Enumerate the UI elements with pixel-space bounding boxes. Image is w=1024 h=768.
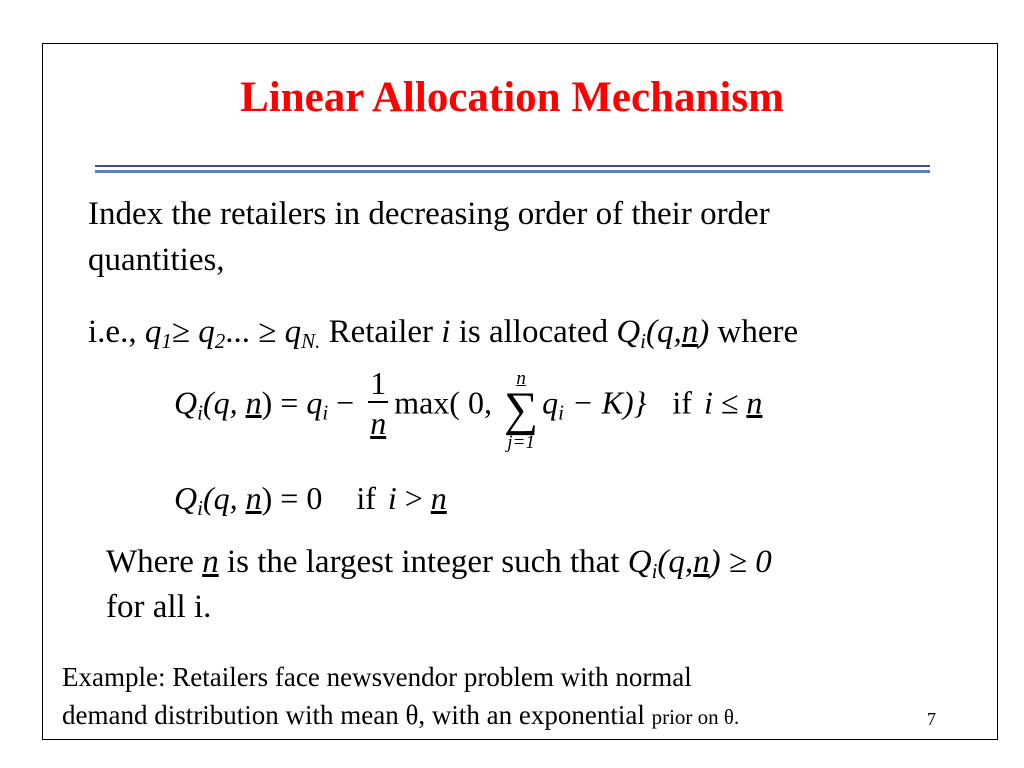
sum-lower-limit: j=1 [507, 432, 535, 453]
where-end: ) ≥ 0 [709, 544, 772, 580]
eq1-q-sub: i [322, 400, 329, 425]
eq1-cond-le: ≤ [712, 384, 747, 421]
eq2-args-b: ) = 0 [261, 480, 323, 516]
where-n: n [202, 544, 219, 580]
eq2-cond-n: n [430, 480, 447, 516]
q1-symbol: q [144, 314, 162, 350]
i-symbol: i [441, 314, 451, 350]
example-line-2-main: demand distribution with mean θ, with an exponential [62, 700, 645, 730]
eq2-Q-sub: i [197, 496, 203, 520]
fraction-denominator: n [370, 405, 387, 441]
sum-upper-limit: n [516, 368, 526, 389]
qN-subscript: N. [301, 329, 321, 353]
eq2-if: if [356, 480, 376, 516]
eq2-Q: Q [174, 480, 198, 516]
retailer-text: Retailer [320, 314, 442, 350]
q1-subscript: 1 [161, 329, 172, 353]
text-line-where [106, 542, 772, 591]
text-line-ordering [88, 312, 798, 361]
eq1-cond-n: n [746, 384, 763, 421]
eq1-if: if [672, 384, 692, 421]
eq1-minus: − [328, 384, 363, 421]
eq1-max: max( 0, [394, 384, 500, 421]
eq2-cond-i: i [387, 480, 397, 516]
Q-subscript: i [640, 329, 647, 353]
allocated-text: is allocated [450, 314, 617, 350]
sum-symbol: ∑ [503, 383, 539, 436]
summation [504, 370, 538, 454]
fraction-numerator: 1 [370, 365, 387, 401]
qN-symbol: q [284, 314, 302, 350]
text-line-index: Index the retailers in decreasing order of their order [88, 196, 770, 232]
Q-args-close: ) [698, 314, 710, 350]
where-Q-sub: i [651, 559, 658, 583]
fraction [368, 365, 388, 443]
where-n2: n [693, 544, 710, 580]
eq1-sum-q-sub: i [558, 400, 565, 425]
ge-symbol: ≥ [171, 314, 199, 350]
ie-prefix: i.e., [88, 314, 145, 350]
q2-subscript: 2 [214, 329, 226, 353]
eq1-q: q [306, 384, 323, 421]
eq1-minus-K: − K)} [564, 384, 647, 421]
title-divider-dark [95, 165, 930, 167]
eq2-n: n [245, 480, 262, 516]
where-mid: is the largest integer such that [218, 544, 628, 580]
dots-ge: ... ≥ [225, 314, 285, 350]
eq2-cond-gt: > [396, 480, 431, 516]
n-underlined: n [681, 314, 699, 350]
Q-symbol: Q [616, 314, 641, 350]
text-line-for-all: for all i. [106, 589, 212, 625]
example-line-1: Example: Retailers face newsvendor problem with normal [62, 662, 692, 692]
eq1-Q-sub: i [197, 400, 203, 425]
eq1-sum-q: q [542, 384, 559, 421]
Q-args-open: (q, [646, 314, 682, 350]
eq1-n: n [245, 384, 262, 421]
equation-zero [174, 480, 447, 521]
where-text: where [709, 314, 799, 350]
q2-symbol: q [198, 314, 215, 350]
example-line-2-small: prior on θ. [651, 705, 740, 729]
eq1-args-b: ) = [261, 384, 307, 421]
equation-allocation [174, 364, 763, 453]
eq1-Q: Q [174, 384, 198, 421]
eq1-cond-i: i [703, 384, 713, 421]
page-number: 7 [927, 709, 936, 729]
eq1-args-a: (q, [202, 384, 246, 421]
where-args: (q, [657, 544, 694, 580]
slide-title: Linear Allocation Mechanism [240, 74, 784, 121]
example-line-2 [62, 698, 739, 734]
title-divider-light [95, 170, 930, 173]
eq2-args-a: (q, [202, 480, 246, 516]
text-line-quantities: quantities, [88, 242, 225, 278]
where-prefix: Where [106, 544, 203, 580]
where-Q: Q [627, 544, 652, 580]
